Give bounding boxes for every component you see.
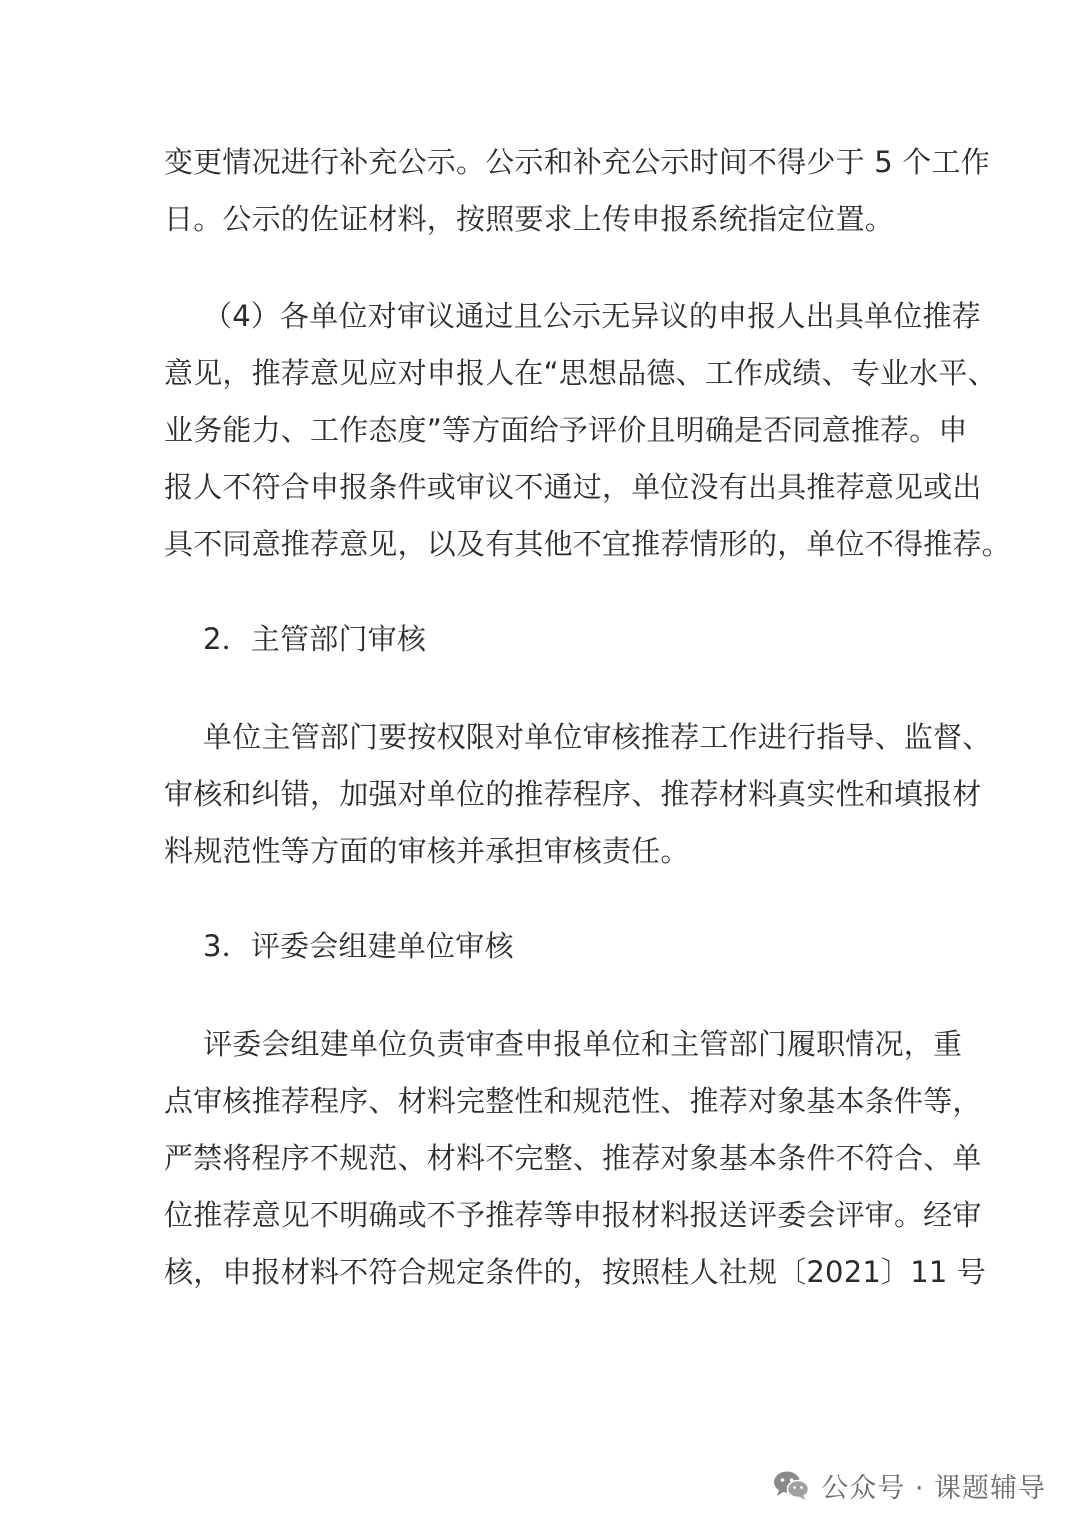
- text-line: 料规范性等方面的审核并承担审核责任。: [164, 834, 690, 868]
- watermark: [771, 1463, 1046, 1507]
- text-line: 严禁将程序不规范、材料不完整、推荐对象基本条件不符合、单: [164, 1141, 982, 1175]
- watermark-text: 公众号 · 课题辅导: [821, 1472, 1046, 1504]
- text-line: 变更情况进行补充公示。公示和补充公示时间不得少于 5 个工作: [164, 145, 990, 179]
- wechat-icon: [771, 1469, 811, 1501]
- section-heading: 3．评委会组建单位审核: [203, 929, 514, 963]
- text-line: 单位主管部门要按权限对单位审核推荐工作进行指导、监督、: [203, 720, 992, 754]
- text-line: 日。公示的佐证材料，按照要求上传申报系统指定位置。: [164, 202, 895, 236]
- text-line: 评委会组建单位负责审查申报单位和主管部门履职情况，重: [203, 1027, 963, 1061]
- section-heading: 2．主管部门审核: [203, 622, 427, 656]
- text-line: 意见，推荐意见应对申报人在“思想品德、工作成绩、专业水平、: [164, 356, 997, 390]
- text-line: 位推荐意见不明确或不予推荐等申报材料报送评委会评审。经审: [164, 1198, 982, 1232]
- text-line: （4）各单位对审议通过且公示无异议的申报人出具单位推荐: [203, 299, 981, 333]
- text-line: 审核和纠错，加强对单位的推荐程序、推荐材料真实性和填报材: [164, 777, 982, 811]
- text-line: 核，申报材料不符合规定条件的，按照桂人社规〔2021〕11 号: [164, 1255, 987, 1289]
- text-line: 报人不符合申报条件或审议不通过，单位没有出具推荐意见或出: [164, 470, 982, 504]
- text-line: 具不同意推荐意见，以及有其他不宜推荐情形的，单位不得推荐。: [164, 527, 1011, 561]
- text-line: 点审核推荐程序、材料完整性和规范性、推荐对象基本条件等，: [164, 1084, 982, 1118]
- text-line: 业务能力、工作态度”等方面给予评价且明确是否同意推荐。申: [164, 413, 968, 447]
